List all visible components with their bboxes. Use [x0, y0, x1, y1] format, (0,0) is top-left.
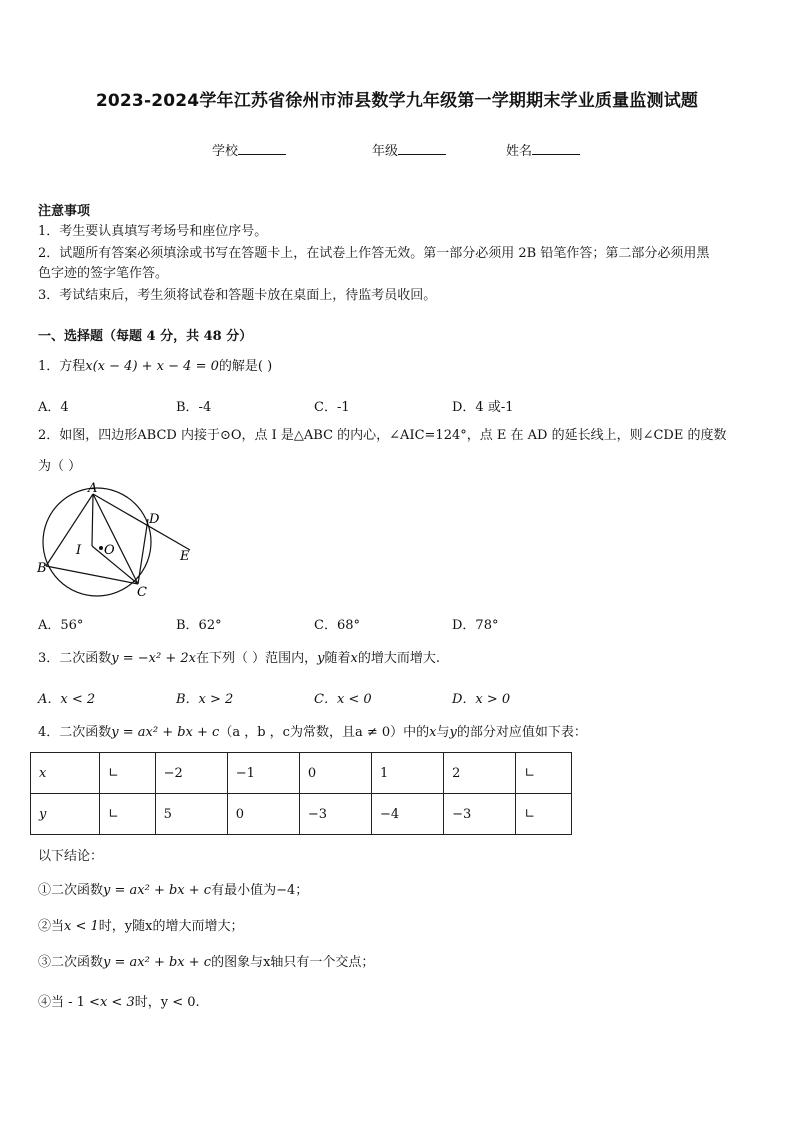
label-i: I — [76, 543, 82, 558]
school-blank — [238, 142, 286, 155]
conclusion-1 — [38, 882, 308, 900]
table-cell: −3 — [444, 794, 516, 835]
q1-option-d: D．4 或-1 — [452, 400, 514, 415]
segment-ai — [92, 494, 93, 546]
q2-option-d: D．78° — [452, 618, 499, 633]
q4-x: x — [429, 725, 437, 740]
question-2-line2: 为（ ） — [38, 459, 82, 474]
q3-suffix: 的增大而增大. — [357, 651, 440, 666]
label-e: E — [180, 549, 190, 564]
section-heading: 一、选择题（每题 4 分，共 48 分） — [38, 329, 253, 344]
q1-prefix: 1．方程 — [38, 359, 86, 374]
notice-item-1: 1．考生要认真填写考场号和座位序号。 — [38, 224, 268, 239]
table-cell: 0 — [227, 794, 299, 835]
segment-cd — [138, 519, 148, 584]
conclusion-4-eq: x < 3 — [99, 995, 135, 1010]
q3-option-a: A．x < 2 — [38, 692, 96, 707]
school-label: 学校 — [212, 144, 239, 159]
table-cell: ∟ — [516, 753, 572, 794]
q3-prefix: 3．二次函数 — [38, 651, 112, 666]
q3-middle2: 随着 — [324, 651, 351, 666]
label-d: D — [149, 512, 160, 527]
conclusion-2-pre: ②当 — [38, 919, 65, 934]
grade-field — [372, 140, 446, 159]
conclusion-1-eq: y = ax² + bx + c — [103, 883, 212, 898]
table-cell: 0 — [299, 753, 371, 794]
table-cell: ∟ — [516, 794, 572, 835]
name-blank — [532, 142, 580, 155]
q2-option-c: C．68° — [314, 618, 360, 633]
circle-o — [43, 488, 151, 596]
q4-with: 与 — [436, 725, 450, 740]
conclusion-3-pre: ③二次函数 — [38, 955, 104, 970]
conclusion-intro: 以下结论： — [38, 849, 104, 864]
q3-option-b: B．x > 2 — [176, 692, 234, 707]
question-4 — [38, 724, 587, 742]
q4-prefix: 4．二次函数 — [38, 725, 112, 740]
conclusion-3-eq: y = ax² + bx + c — [103, 955, 212, 970]
label-a: A — [88, 481, 98, 496]
grade-blank — [398, 142, 446, 155]
q2-option-a: A．56° — [38, 618, 84, 633]
school-field — [212, 140, 286, 159]
conclusion-1-pre: ①二次函数 — [38, 883, 104, 898]
table-cell: −3 — [299, 794, 371, 835]
page-title: 2023-2024学年江苏省徐州市沛县数学九年级第一学期期末学业质量监测试题 — [95, 91, 699, 111]
name-label: 姓名 — [506, 144, 533, 159]
segment-ic — [92, 546, 138, 584]
q3-var-y: y — [317, 651, 325, 666]
label-o: O — [104, 543, 115, 558]
table-cell: 5 — [155, 794, 227, 835]
table-cell: 1 — [372, 753, 444, 794]
conclusion-2-post: 时，y随x的增大而增大； — [98, 919, 244, 934]
q1-suffix: 的解是( ) — [218, 359, 273, 374]
question-1 — [38, 358, 272, 376]
q3-equation: y = −x² + 2x — [111, 651, 196, 666]
label-b: B — [37, 561, 47, 576]
q1-equation: x(x − 4) + x − 4 = 0 — [85, 359, 219, 374]
table-cell: 2 — [444, 753, 516, 794]
notice-item-2-cont: 色字迹的签字笔作答。 — [38, 266, 169, 281]
conclusion-4 — [38, 994, 200, 1012]
point-o — [99, 546, 103, 550]
q3-var-x: x — [350, 651, 358, 666]
value-table — [30, 752, 572, 835]
table-cell: ∟ — [100, 794, 156, 835]
q4-y: y — [449, 725, 457, 740]
conclusion-3-post: 的图象与x轴只有一个交点； — [211, 955, 375, 970]
table-cell: y — [31, 794, 100, 835]
table-cell: −4 — [372, 794, 444, 835]
q1-option-c: C．-1 — [314, 400, 350, 415]
table-cell: −2 — [155, 753, 227, 794]
table-row-y — [31, 794, 572, 835]
q3-option-c: C．x < 0 — [314, 692, 372, 707]
notice-item-3: 3．考试结束后，考生须将试卷和答题卡放在桌面上，待监考员收回。 — [38, 288, 437, 303]
q3-middle: 在下列（ ）范围内， — [195, 651, 318, 666]
q4-suffix: 的部分对应值如下表： — [456, 725, 587, 740]
q2-option-b: B．62° — [176, 618, 222, 633]
table-cell: −1 — [227, 753, 299, 794]
table-cell: ∟ — [100, 753, 156, 794]
q4-paren: （a ，b ，c为常数，且a ≠ 0）中的 — [219, 725, 430, 740]
q3-option-d: D．x > 0 — [452, 692, 511, 707]
q1-option-a: A．4 — [38, 400, 69, 415]
q4-equation: y = ax² + bx + c — [111, 725, 220, 740]
q1-option-b: B．-4 — [176, 400, 212, 415]
name-field — [506, 140, 580, 159]
segment-ab — [46, 494, 93, 566]
notice-item-2: 2．试题所有答案必须填涂或书写在答题卡上，在试卷上作答无效。第一部分必须用 2B 铅笔作答；第二部分必须用黑 — [38, 246, 710, 261]
grade-label: 年级 — [372, 144, 399, 159]
notice-heading: 注意事项 — [38, 204, 91, 219]
conclusion-3 — [38, 954, 374, 972]
question-3 — [38, 650, 440, 668]
label-c: C — [137, 585, 147, 600]
conclusion-2 — [38, 918, 243, 936]
table-cell: x — [31, 753, 100, 794]
circle-figure — [30, 476, 210, 604]
conclusion-1-post: 有最小值为−4； — [211, 883, 309, 898]
conclusion-2-eq: x < 1 — [64, 919, 99, 934]
question-2-line1: 2．如图，四边形ABCD 内接于⊙O，点 I 是△ABC 的内心，∠AIC=124°，点 E 在 AD 的延长线上，则∠CDE 的度数 — [38, 428, 727, 443]
table-row-x — [31, 753, 572, 794]
conclusion-4-pre: ④当 - 1 < — [38, 995, 100, 1010]
conclusion-4-post: 时，y < 0. — [134, 995, 200, 1010]
